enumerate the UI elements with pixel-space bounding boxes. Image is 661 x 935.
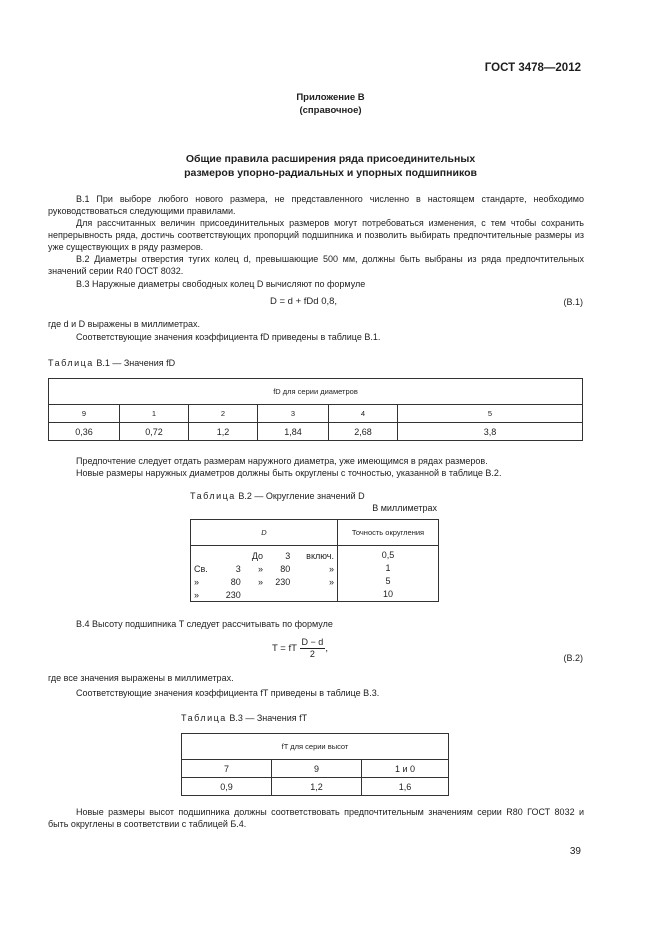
table3-value-cell: 1,6 (362, 778, 449, 796)
table2-caption (190, 491, 365, 501)
table3-value-cell: 0,9 (182, 778, 272, 796)
paragraph-ft-ref: Соответствующие значения коэффициента fT приведены в таблице В.3. (76, 688, 380, 698)
section-title-line2: размеров упорно-радиальных и упорных подшипников (184, 167, 477, 179)
table1-value-cell: 2,68 (329, 423, 398, 441)
table2-caption-lead: Таблица (190, 491, 236, 501)
table3-series-cell: 1 и 0 (362, 760, 449, 778)
table2-precision-cell (338, 546, 439, 602)
table3-series-row (182, 760, 449, 778)
table2-range-prefix: » (194, 576, 200, 587)
formula-b2-tail: , (325, 643, 328, 654)
table3-caption-text: В.3 — Значения fT (229, 713, 308, 723)
table2-range-to: 3 (285, 550, 291, 561)
formula-b2 (272, 637, 328, 660)
formula-b2-denominator: 2 (309, 649, 315, 659)
table2-range-prefix (191, 549, 217, 562)
table1-series-cell: 1 (120, 405, 189, 423)
table2-col-d: D (191, 520, 338, 546)
table1-series-cell: 5 (398, 405, 583, 423)
table-b2 (190, 519, 439, 602)
paragraph-b4: В.4 Высоту подшипника T следует рассчитывать по формуле (76, 619, 333, 629)
table2-ranges (191, 549, 337, 601)
table1-series-cell: 9 (49, 405, 120, 423)
paragraph-b2: В.2 Диаметры отверстия тугих колец d, превышающие 500 мм, должны быть выбраны из ряда предпочтительных значений серии R40 ГОСТ 8032. (48, 254, 584, 276)
appendix-title: Приложение В (296, 92, 365, 103)
paragraph-heights: Новые размеры высот подшипника должны соответствовать предпочтительным значениям серии R80 ГОСТ 8032 и быть округлены в соответствии с таблицей Б.4. (48, 807, 584, 829)
document-code: ГОСТ 3478—2012 (484, 62, 581, 74)
table2-precision-value: 10 (382, 589, 393, 599)
table-b3 (181, 733, 449, 796)
table2-range-to-word: » (258, 576, 264, 587)
table1-series-row (49, 405, 583, 423)
table1-series-cell: 3 (258, 405, 329, 423)
table2-range-to: 230 (275, 576, 291, 587)
formula-b1-number: (В.1) (563, 297, 583, 307)
formula-b2-lhs: T = fT (272, 643, 297, 654)
table1-value-cell: 3,8 (398, 423, 583, 441)
table2-range-inclusive: » (328, 563, 334, 574)
table3-group-header: fT для серии высот (182, 734, 449, 760)
formula-b2-fraction (300, 637, 326, 660)
table2-range-row (191, 549, 337, 562)
table2-range-inclusive (293, 588, 337, 601)
formula-b2-number: (В.2) (563, 653, 583, 663)
section-title-line1: Общие правила расширения ряда присоединительных (185, 153, 476, 165)
page-number: 39 (569, 846, 581, 857)
table1-values-row (49, 423, 583, 441)
table2-caption-text: В.2 — Округление значений D (238, 491, 365, 501)
paragraph-b3: В.3 Наружные диаметры свободных колец D вычисляют по формуле (76, 279, 366, 289)
table2-range-prefix: » (194, 589, 200, 600)
table3-values-row (182, 778, 449, 796)
table2-range-row (191, 588, 337, 601)
table1-caption-text: В.1 — Значения fD (96, 358, 176, 368)
table2-precision-value: 5 (385, 576, 391, 586)
table1-value-cell: 0,72 (120, 423, 189, 441)
table2-col-precision: Точность округления (338, 520, 439, 546)
table3-caption (181, 713, 307, 723)
table2-range-to-word (244, 588, 266, 601)
table3-series-cell: 9 (272, 760, 362, 778)
table2-precision-value: 1 (385, 563, 391, 573)
table2-precision-value: 0,5 (381, 550, 395, 560)
table2-range-row (191, 575, 337, 588)
table2-range-to-word: » (258, 563, 264, 574)
paragraph-b1-note: Для рассчитанных величин присоединительных размеров могут потребоваться изменения, с тем чтобы сохранить непрерывность ряда, достичь соответствующих пропорций подшипника и позволить выбирать предпочтительные размеры из уже существующих в ряду размеров. (48, 218, 584, 252)
table2-range-to-word: До (251, 550, 264, 561)
table2-range-from: 80 (230, 576, 241, 587)
paragraph-b1: В.1 При выборе любого нового размера, не представленного численно в настоящем стандарте, необходимо руководствоваться следующими правилами. (48, 194, 584, 216)
table1-caption (48, 358, 175, 368)
table-b1 (48, 378, 583, 441)
table2-range-from (217, 549, 244, 562)
table2-range-to (266, 588, 293, 601)
table2-range-to: 80 (280, 563, 291, 574)
table2-ranges-cell (191, 546, 338, 602)
table3-series-cell: 7 (182, 760, 272, 778)
table1-series-cell: 2 (189, 405, 258, 423)
table2-range-prefix: Св. (194, 563, 208, 574)
formula-b1: D = d + fDd 0,8, (270, 296, 338, 307)
table2-range-from: 3 (235, 563, 241, 574)
table1-value-cell: 1,2 (189, 423, 258, 441)
table2-range-inclusive: » (328, 576, 334, 587)
appendix-subtitle: (справочное) (299, 105, 362, 116)
table1-caption-lead: Таблица (48, 358, 94, 368)
paragraph-units-1: где d и D выражены в миллиметрах. (48, 319, 200, 329)
paragraph-preference: Предпочтение следует отдать размерам наружного диаметра, уже имеющимся в рядах размеров. (76, 456, 488, 466)
table1-series-cell: 4 (329, 405, 398, 423)
table1-value-cell: 1,84 (258, 423, 329, 441)
table2-range-inclusive: включ. (306, 550, 334, 561)
table1-group-header: fD для серии диаметров (49, 379, 583, 405)
table2-units: В миллиметрах (372, 503, 437, 513)
table3-caption-lead: Таблица (181, 713, 227, 723)
table2-range-from: 230 (225, 589, 241, 600)
table3-value-cell: 1,2 (272, 778, 362, 796)
table1-value-cell: 0,36 (49, 423, 120, 441)
formula-b2-numerator: D − d (301, 637, 324, 647)
paragraph-units-2: где все значения выражены в миллиметрах. (48, 673, 234, 683)
paragraph-rounding: Новые размеры наружных диаметров должны быть округлены с точностью, указанной в таблице В.2. (76, 468, 502, 478)
table2-range-row (191, 562, 337, 575)
paragraph-fd-ref: Соответствующие значения коэффициента fD приведены в таблице В.1. (76, 332, 381, 342)
